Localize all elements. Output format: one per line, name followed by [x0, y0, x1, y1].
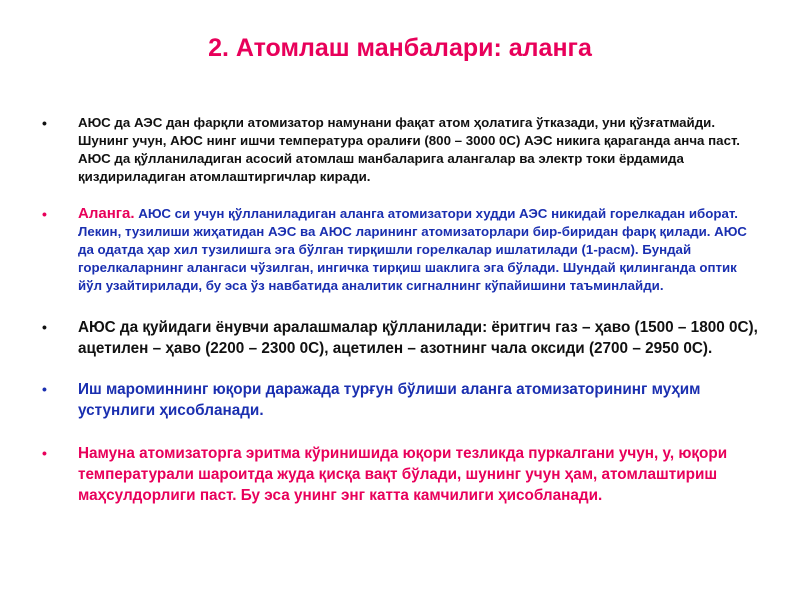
- bullet-text: АЮС си учун қўлланиладиган аланга атомизатори худди АЭС никидай горелкадан иборат. Лекин, тузилиши жиҳатидан АЭС ва АЮС ларининг атомизаторлари бир-биридан фарқ қилади. АЮС да одатда ҳар хил тузилишга эга бўлган тирқишли горелкалар ишлатилади (1-расм). Бундай горелкаларнинг алангаси чўзилган, ингичка тирқиш шаклига эга бўлади. Шундай қилинганда оптик йўл узайтирилади, бу эса ўз навбатида аналитик сигналнинг кўпайишини таъминлайди.: [78, 206, 747, 293]
- bullet-item-3: [42, 317, 762, 359]
- bullet-text: Иш мароминнинг юқори даражада турғун бўлиши аланга атомизаторининг муҳим устунлиги ҳисобланади.: [78, 381, 701, 419]
- bullet-list: [42, 114, 762, 506]
- bullet-item-1: [42, 114, 762, 186]
- bullet-text: АЮС да АЭС дан фарқли атомизатор намунани фақат атом ҳолатига ўтказади, уни қўзғатмайди. Шунинг учун, АЮС нинг ишчи температура оралиғи (800 – 3000 0С) АЭС никига қараганда анча паст. АЮС да қўлланиладиган асосий атомлаш манбаларига алангалар ва электр токи ёрдамида қиздириладиган атомлаштиргичлар киради.: [78, 115, 741, 184]
- bullet-item-2: [42, 205, 762, 295]
- bullet-marker: •: [42, 319, 47, 335]
- bullet-item-4: [42, 379, 762, 421]
- bullet-marker: •: [42, 445, 47, 461]
- bullet-text: Намуна атомизаторга эритма кўринишида юқори тезликда пуркалгани учун, у, юқори температурали шароитда жуда қисқа вақт бўлади, шунинг учун ҳам, атомлаштириш маҳсулдорлиги паст. Бу эса унинг энг катта камчилиги ҳисобланади.: [78, 445, 728, 504]
- bullet-marker: •: [42, 115, 47, 131]
- slide-title: 2. Атомлаш манбалари: аланга: [208, 34, 592, 62]
- bullet-text: АЮС да қуйидаги ёнувчи аралашмалар қўлланилади: ёритгич газ – ҳаво (1500 – 1800 0С), ацетилен – ҳаво (2200 – 2300 0С), ацетилен – азотнинг чала оксиди (2700 – 2950 0С).: [78, 319, 758, 357]
- bullet-marker: •: [42, 206, 47, 222]
- bullet-item-5: [42, 443, 762, 506]
- bullet-lead-term: Аланга.: [78, 205, 135, 222]
- bullet-marker: •: [42, 381, 47, 397]
